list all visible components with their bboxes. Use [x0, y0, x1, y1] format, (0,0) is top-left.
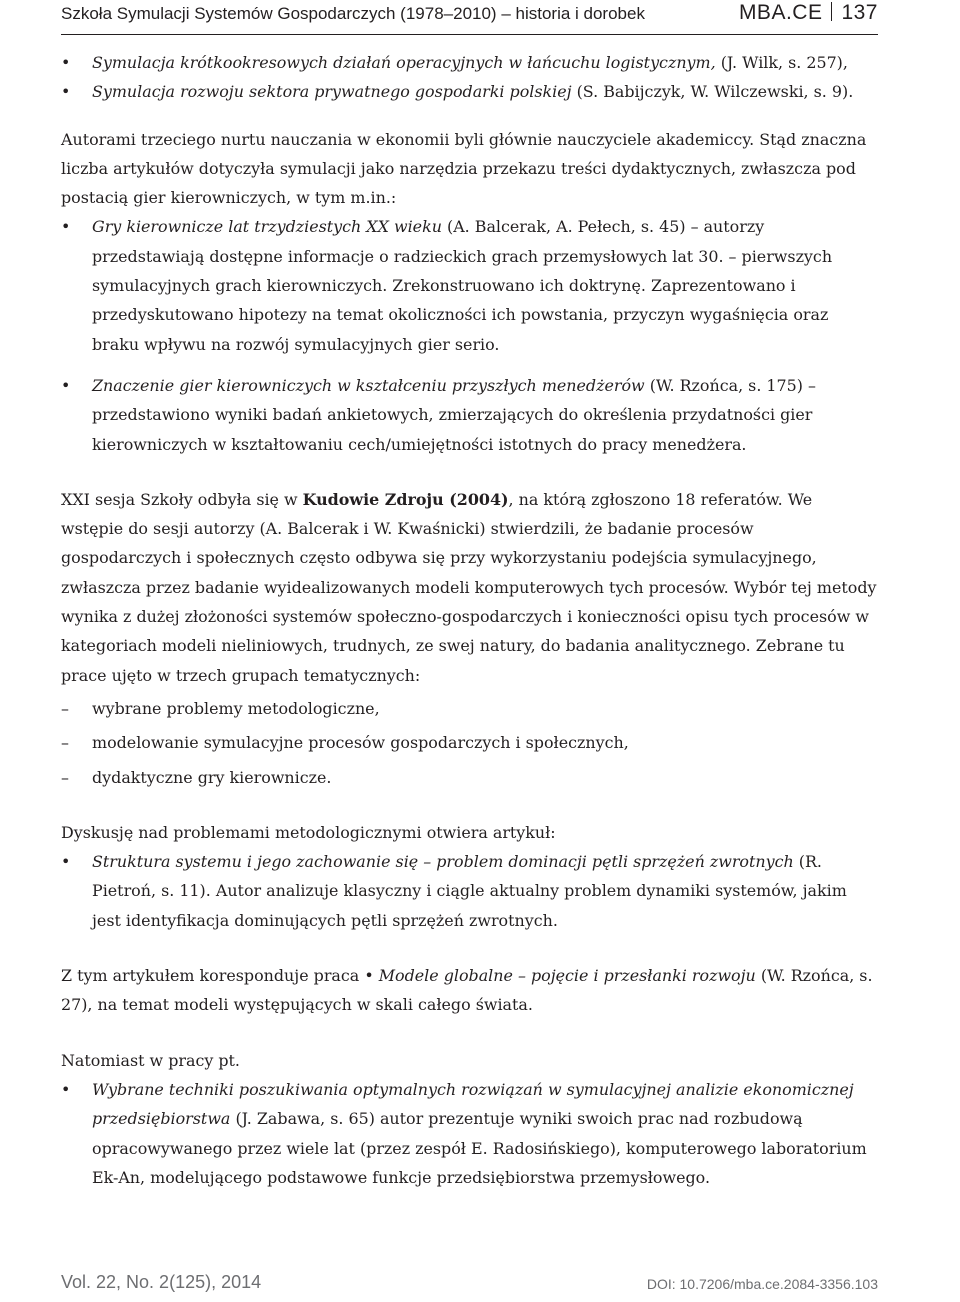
paper-citation: (J. Wilk, s. 257), [715, 53, 848, 72]
article-body [61, 48, 878, 1192]
paragraph-methodology: Dyskusję nad problemami metodologicznymi otwiera artykuł: [61, 822, 556, 842]
list-item [61, 77, 878, 106]
paragraph-text: Z tym artykułem koresponduje praca • [61, 966, 379, 986]
thematic-groups-list [61, 694, 878, 792]
journal-name: MBA.CE [738, 1, 823, 24]
paper-description: (R. Pietroń, s. 11). Autor analizuje klasyczny i ciągle aktualny problem dynamiki systemów, jakim jest identyfikacja dominujących pętli sprzężeń zwrotnych. [92, 852, 847, 930]
session-text: , na którą zgłoszono 18 referatów. We wstępie do sesji autorzy (A. Balcerak i W. Kwaśnicki) stwierdzili, że badanie procesów gospodarczych i społecznych często odbywa się przy wykorzystaniu podejścia symulacyjnego, zwłaszcza przez badanie wyidealizowanych modeli komputerowych tych procesów. Wybór tej metody wynika z dużej złożoności systemów społeczno-gospodarczych i konieczności opisu tych procesów w kategoriach modeli nieliniowych, trudnych, ze swej natury, do badania analitycznego. Zebrane tu prace ujęto w trzech grupach tematycznych: [61, 489, 877, 685]
volume-info: Vol. 22, No. 2(125), 2014 [61, 1272, 262, 1292]
paper-description: (A. Balcerak, A. Pełech, s. 45) – autorzy przedstawiają dostępne informacje o radzieckich grach przemysłowych lat 30. – pierwszych symulacyjnych grach kierowniczych. Zrekonstruowano ich doktrynę. Zaprezentowano i przedyskutowano hipotezy na temat okoliczności ich powstania, przyczyn wygaśnięcia oraz braku wpływu na rozwój symulacyjnych gier serio. [92, 217, 833, 354]
list-item [61, 212, 878, 358]
list-item: – dydaktyczne gry kierownicze. [61, 763, 878, 792]
paper-title: Struktura systemu i jego zachowanie się – problem dominacji pętli sprzężeń zwrotnych [92, 852, 794, 872]
management-games-list [61, 212, 878, 458]
paragraph-global-models [61, 961, 878, 1020]
paragraph-however: Natomiast w pracy pt. [61, 1050, 240, 1070]
list-item: – modelowanie symulacyjne procesów gospodarczych i społecznych, [61, 728, 878, 757]
paragraph-session-xxi [61, 485, 878, 690]
simulation-papers-list [61, 48, 878, 107]
page-number: 137 [841, 1, 878, 24]
paper-description: (W. Rzońca, s. 175) – przedstawiono wyniki badań ankietowych, zmierzających do określenia przydatności gier kierowniczych w kształtowaniu cech/umiejętności istotnych do pracy menedżera. [92, 375, 816, 454]
list-item: – wybrane problemy metodologiczne, [61, 694, 878, 723]
paper-title: Symulacja rozwoju sektora prywatnego gospodarki polskiej [92, 82, 572, 102]
doi: DOI: 10.7206/mba.ce.2084-3356.103 [646, 1276, 878, 1292]
running-header [61, 0, 878, 35]
methodology-list [61, 847, 878, 935]
paper-title: Wybrane techniki poszukiwania optymalnych rozwiązań w symulacyjnej analizie ekonomicznej przedsiębiorstwa [92, 1079, 854, 1129]
running-title: Szkoła Symulacji Systemów Gospodarczych (1978–2010) – historia i dorobek [61, 4, 645, 23]
paper-title: Gry kierownicze lat trzydziestych XX wieku [92, 217, 442, 237]
techniques-list [61, 1075, 878, 1192]
paper-citation: (S. Babijczyk, W. Wilczewski, s. 9). [571, 82, 854, 102]
paper-title: Symulacja krótkookresowych działań operacyjnych w łańcuchu logistycznym, [92, 53, 716, 72]
list-item [61, 1075, 878, 1192]
list-item [61, 371, 878, 459]
list-item [61, 48, 878, 77]
paper-title: Znaczenie gier kierowniczych w kształceniu przyszłych menedżerów [92, 375, 645, 395]
journal-brand [739, 1, 878, 25]
header-separator [831, 2, 832, 21]
session-text: XXI sesja Szkoły odbyła się w [61, 489, 303, 509]
paragraph-text: (W. Rzońca, s. 27), na temat modeli występujących w skali całego świata. [61, 966, 873, 1015]
list-item [61, 847, 878, 935]
paper-title: Modele globalne – pojęcie i przesłanki rozwoju [378, 966, 756, 986]
session-place: Kudowie Zdroju (2004) [302, 489, 509, 509]
paragraph-third-current: Autorami trzeciego nurtu nauczania w ekonomii byli głównie nauczyciele akademiccy. Stąd znaczna liczba artykułów dotyczyła symulacji jako narzędzia przekazu treści dydaktycznych, zwłaszcza pod postacią gier kierowniczych, w tym m.in.: [61, 129, 867, 208]
paper-description: (J. Zabawa, s. 65) autor prezentuje wyniki swoich prac nad rozbudową opracowywanego przez wiele lat (przez zespół E. Radosińskiego), komputerowego laboratorium Ek-An, modelującego podstawowe funkcje przedsiębiorstwa przemysłowego. [92, 1109, 867, 1187]
